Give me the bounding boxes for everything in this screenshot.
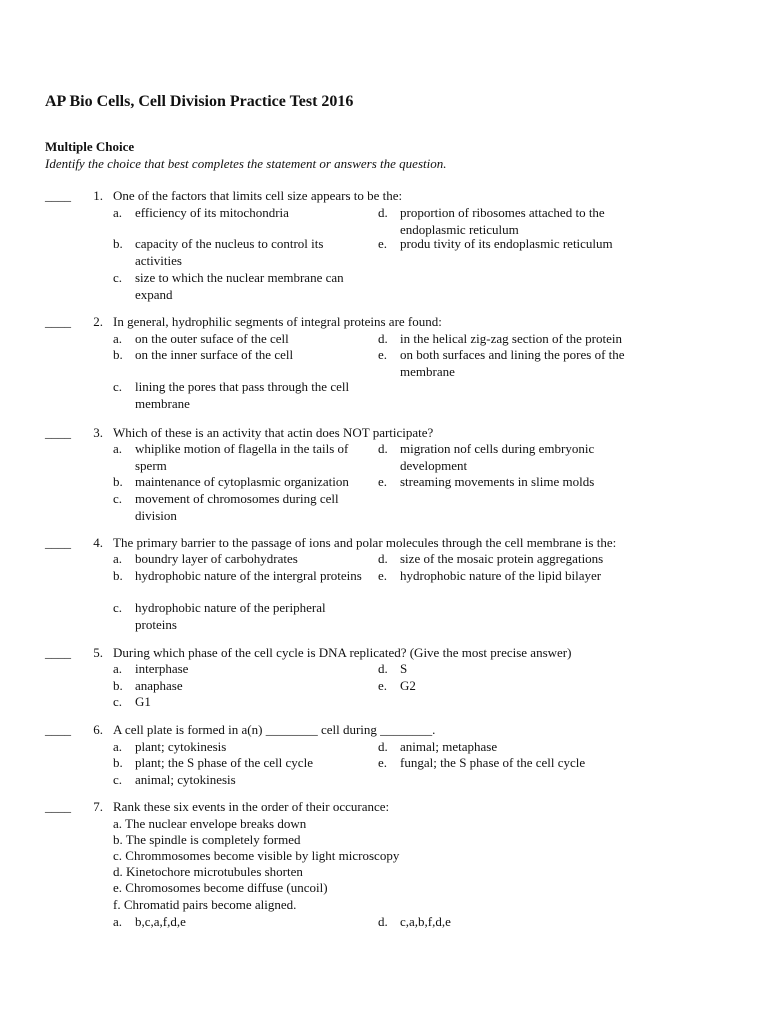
option-letter: c. [113, 491, 123, 506]
option-text: efficiency of its mitochondria [135, 205, 289, 220]
option-text: on both surfaces and lining the pores of the membrane [400, 347, 625, 379]
answer-blank[interactable]: ____ [45, 722, 71, 737]
option-text: hydrophobic nature of the lipid bilayer [400, 568, 602, 583]
option-text: animal; metaphase [400, 739, 498, 754]
option-letter: d. [378, 551, 388, 566]
option-letter: d. [378, 914, 388, 929]
question-number: 3. [93, 425, 103, 440]
answer-blank[interactable]: ____ [45, 645, 71, 660]
question-text: Which of these is an activity that actin does NOT participate? [113, 425, 434, 440]
option-text: G1 [135, 694, 151, 709]
option-text: interphase [135, 661, 189, 676]
question-text: A cell plate is formed in a(n) ________ cell during ________. [113, 722, 436, 737]
option-letter: e. [378, 755, 388, 770]
answer-blank[interactable]: ____ [45, 188, 71, 203]
section-instructions: Identify the choice that best completes the statement or answers the question. [45, 156, 447, 171]
answer-blank[interactable]: ____ [45, 425, 71, 440]
option-letter: d. [378, 331, 388, 346]
option-letter: a. [113, 205, 123, 220]
question-text: Rank these six events in the order of their occurance: [113, 799, 390, 814]
option-letter: c. [113, 694, 123, 709]
option-letter: b. [113, 755, 123, 770]
option-letter: d. [378, 441, 388, 456]
question-number: 4. [93, 535, 103, 550]
option-letter: a. [113, 914, 123, 929]
section-heading: Multiple Choice [45, 139, 135, 154]
question-text: The primary barrier to the passage of ions and polar molecules through the cell membrane is the: [113, 535, 617, 550]
answer-blank[interactable]: ____ [45, 314, 71, 329]
question-text: One of the factors that limits cell size appears to be the: [113, 188, 403, 203]
option-text: animal; cytokinesis [135, 772, 236, 787]
option-text: migration nof cells during embryonic development [400, 441, 595, 473]
option-letter: a. [113, 739, 123, 754]
option-letter: d. [378, 739, 388, 754]
event-item: c. Chrommosomes become visible by light microscopy [113, 848, 400, 863]
option-letter: e. [378, 474, 388, 489]
event-item: b. The spindle is completely formed [113, 832, 301, 847]
page-title: AP Bio Cells, Cell Division Practice Test 2016 [45, 93, 354, 110]
option-letter: a. [113, 331, 123, 346]
question-number: 2. [93, 314, 103, 329]
question-number: 5. [93, 645, 103, 660]
option-text: hydrophobic nature of the intergral proteins [135, 568, 362, 583]
option-letter: b. [113, 347, 123, 362]
option-text: streaming movements in slime molds [400, 474, 595, 489]
option-text: S [400, 661, 408, 676]
option-text: boundry layer of carbohydrates [135, 551, 298, 566]
option-letter: c. [113, 600, 123, 615]
option-text: movement of chromosomes during cell division [135, 491, 339, 523]
option-text: fungal; the S phase of the cell cycle [400, 755, 586, 770]
option-letter: a. [113, 441, 123, 456]
option-text: size to which the nuclear membrane can expand [135, 270, 344, 302]
option-text: proportion of ribosomes attached to the endoplasmic reticulum [400, 205, 605, 237]
option-text: plant; cytokinesis [135, 739, 227, 754]
option-letter: e. [378, 568, 388, 583]
option-text: produ tivity of its endoplasmic reticulum [400, 236, 613, 251]
option-letter: d. [378, 205, 388, 220]
option-text: c,a,b,f,d,e [400, 914, 451, 929]
option-letter: b. [113, 678, 123, 693]
option-letter: a. [113, 551, 123, 566]
question-number: 7. [93, 799, 103, 814]
option-text: b,c,a,f,d,e [135, 914, 186, 929]
event-item: a. The nuclear envelope breaks down [113, 816, 307, 831]
option-letter: c. [113, 379, 123, 394]
event-item: d. Kinetochore microtubules shorten [113, 864, 303, 879]
option-letter: c. [113, 270, 123, 285]
option-letter: d. [378, 661, 388, 676]
answer-blank[interactable]: ____ [45, 535, 71, 550]
option-letter: b. [113, 474, 123, 489]
option-letter: b. [113, 568, 123, 583]
option-text: hydrophobic nature of the peripheral proteins [135, 600, 326, 632]
option-text: on the outer suface of the cell [135, 331, 289, 346]
option-text: plant; the S phase of the cell cycle [135, 755, 313, 770]
option-text: in the helical zig-zag section of the protein [400, 331, 622, 346]
option-letter: c. [113, 772, 123, 787]
option-text: anaphase [135, 678, 183, 693]
question-text: During which phase of the cell cycle is DNA replicated? (Give the most precise answer) [113, 645, 572, 660]
option-text: capacity of the nucleus to control its activities [135, 236, 324, 268]
option-text: whiplike motion of flagella in the tails of sperm [135, 441, 349, 473]
option-text: lining the pores that pass through the cell membrane [135, 379, 350, 411]
option-text: maintenance of cytoplasmic organization [135, 474, 349, 489]
option-letter: e. [378, 236, 388, 251]
option-text: G2 [400, 678, 416, 693]
event-item: f. Chromatid pairs become aligned. [113, 897, 297, 912]
answer-blank[interactable]: ____ [45, 799, 71, 814]
question-number: 1. [93, 188, 103, 203]
option-letter: e. [378, 347, 388, 362]
question-number: 6. [93, 722, 103, 737]
question-text: In general, hydrophilic segments of integral proteins are found: [113, 314, 442, 329]
option-letter: e. [378, 678, 388, 693]
event-item: e. Chromosomes become diffuse (uncoil) [113, 880, 328, 895]
option-letter: b. [113, 236, 123, 251]
option-text: size of the mosaic protein aggregations [400, 551, 604, 566]
option-letter: a. [113, 661, 123, 676]
option-text: on the inner surface of the cell [135, 347, 294, 362]
